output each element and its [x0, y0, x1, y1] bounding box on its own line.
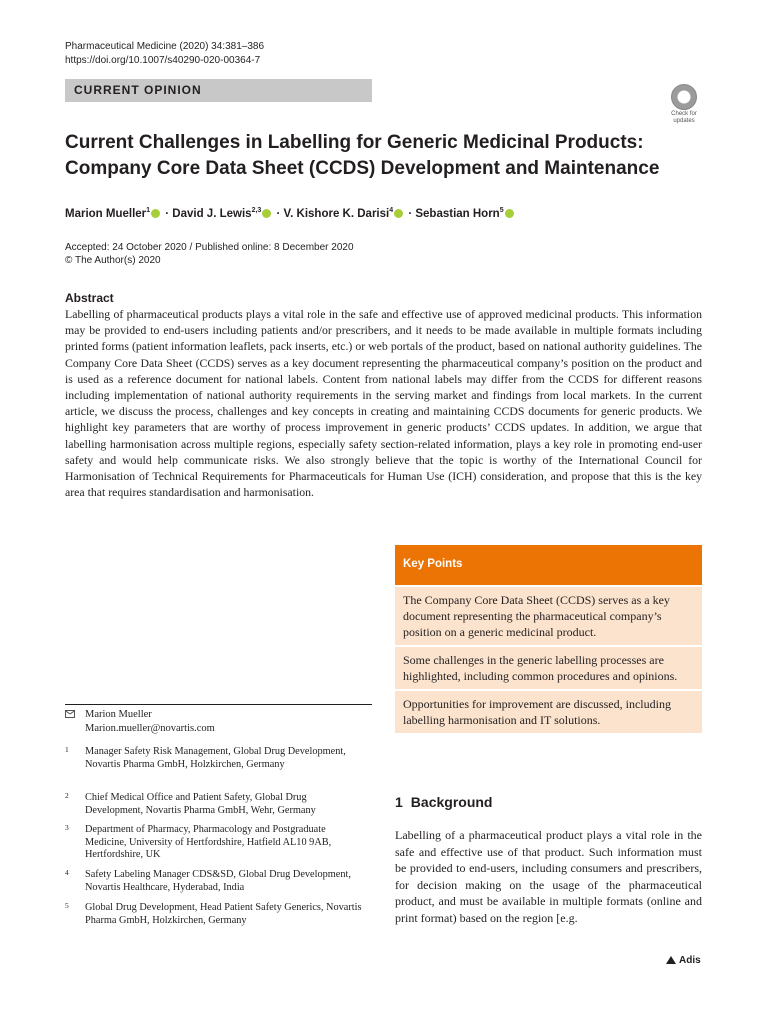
affiliation-number: 2 [65, 791, 69, 800]
key-point-item: Opportunities for improvement are discussed, including labelling harmonisation and IT solutions. [395, 691, 702, 733]
affiliation-item [65, 792, 365, 817]
orcid-icon[interactable] [262, 209, 271, 218]
author[interactable] [284, 208, 406, 220]
publisher-logo [666, 955, 701, 966]
affiliation-text: Safety Labeling Manager CDS&SD, Global Drug Development, Novartis Healthcare, Hyderabad, India [85, 869, 351, 893]
affiliation-number: 4 [65, 868, 69, 877]
footnote-divider [65, 704, 372, 705]
article-type-band: CURRENT OPINION [65, 79, 372, 102]
key-points-heading: Key Points [395, 545, 702, 585]
author-separator: · [273, 208, 284, 220]
publication-dates: Accepted: 24 October 2020 / Published online: 8 December 2020 [65, 242, 354, 253]
correspondence-block [65, 708, 372, 736]
title-line-2: Company Core Data Sheet (CCDS) Development and Maintenance [65, 158, 660, 179]
check-for-updates-badge[interactable] [666, 84, 702, 124]
affiliation-item [65, 824, 365, 862]
affiliation-item [65, 902, 365, 927]
key-point-item: Some challenges in the generic labelling processes are highlighted, including common procedures and opinions. [395, 647, 702, 689]
orcid-icon[interactable] [151, 209, 160, 218]
section-body-text: Labelling of a pharmaceutical product plays a vital role in the safe and effective use of that product. Such information must be provided to end-users, including consumers and prescribers, for decision making on the usage of the pharmaceutical product, and must be available in multiple formats (online and print format) based on the region [e.g. [395, 828, 702, 925]
doi-link[interactable]: https://doi.org/10.1007/s40290-020-00364-7 [65, 55, 261, 66]
section-number: 1 [395, 794, 403, 810]
adis-triangle-icon [666, 956, 676, 964]
author[interactable] [415, 208, 515, 220]
affiliation-number: 1 [65, 745, 69, 754]
article-title [65, 130, 705, 182]
author-separator: · [405, 208, 416, 220]
affiliation-text: Manager Safety Risk Management, Global Drug Development, Novartis Pharma GmbH, Holzkirchen, Germany [85, 746, 346, 770]
affiliation-number: 5 [65, 901, 69, 910]
section-heading [395, 794, 492, 810]
affiliation-item [65, 869, 365, 894]
affiliation-item [65, 746, 365, 771]
author-affiliation-ref: 4 [389, 207, 394, 214]
publisher-name: Adis [679, 955, 701, 966]
author-list [65, 203, 705, 222]
correspondence-name: Marion Mueller [85, 709, 152, 720]
affiliation-text: Chief Medical Office and Patient Safety, Global Drug Development, Novartis Pharma GmbH, Wehr, Germany [85, 792, 316, 816]
author-name: Sebastian Horn [415, 208, 500, 220]
correspondence-email[interactable]: Marion.mueller@novartis.com [85, 723, 215, 734]
author[interactable] [65, 208, 162, 220]
orcid-icon[interactable] [505, 209, 514, 218]
copyright-notice: © The Author(s) 2020 [65, 255, 161, 266]
abstract-text: Labelling of pharmaceutical products plays a vital role in the safe and effective use of approved medicinal products. This information may be provided to end-users including patients and/or prescribers, and it needs to be made available in multiple formats including printed forms (patient information leaflets, pack inserts, etc.) or web portals of the product, based on national authority guidelines. The Company Core Data Sheet (CCDS) serves as a key document representing the pharmaceutical company’s position on the product and is used as a reference document for national labels. Content from national labels may differ from the CCDS for different reasons including implementation of national authority requirements in the serving market and findings from local markets. In the current article, we discuss the process, challenges and key concepts in creating and maintaining CCDS documents for generic products. We highlight key parameters that are worthy of process improvement in generic products’ CCDS updates. In addition, we argue that labelling harmonisation across multiple regions, especially safety section-related information, plays a key role in promoting end-user safety and would help communicate risks. We also strongly believe that the topic is worthy of the International Council for Harmonisation of Technical Requirements for Pharmaceuticals for Human Use (ICH) consideration, and propose that this is the key area that requires standardisation and harmonisation. [65, 307, 702, 500]
journal-citation: Pharmaceutical Medicine (2020) 34:381–386 [65, 41, 265, 52]
check-updates-icon [671, 84, 697, 110]
author[interactable] [172, 208, 273, 220]
affiliation-text: Department of Pharmacy, Pharmacology and Postgraduate Medicine, University of Hertfordshire, Hatfield AL10 9AB, Hertfordshire, UK [85, 824, 332, 861]
affiliation-text: Global Drug Development, Head Patient Safety Generics, Novartis Pharma GmbH, Holzkirchen, Germany [85, 902, 362, 926]
affiliation-number: 3 [65, 823, 69, 832]
key-points-box [395, 545, 702, 733]
check-updates-line2: updates [673, 118, 695, 124]
check-updates-line1: Check for [671, 111, 697, 117]
author-name: V. Kishore K. Darisi [283, 208, 390, 220]
envelope-icon [65, 710, 75, 718]
author-affiliation-ref: 5 [499, 207, 504, 214]
author-name: Marion Mueller [65, 208, 147, 220]
author-name: David J. Lewis [172, 208, 252, 220]
author-affiliation-ref: 2,3 [251, 207, 262, 214]
abstract-heading: Abstract [65, 291, 114, 305]
author-affiliation-ref: 1 [146, 207, 151, 214]
key-point-item: The Company Core Data Sheet (CCDS) serves as a key document representing the pharmaceutical company’s position on a generic medicinal product. [395, 587, 702, 645]
title-line-1: Current Challenges in Labelling for Generic Medicinal Products: [65, 132, 644, 153]
section-title: Background [410, 794, 493, 810]
orcid-icon[interactable] [394, 209, 403, 218]
author-separator: · [162, 208, 173, 220]
